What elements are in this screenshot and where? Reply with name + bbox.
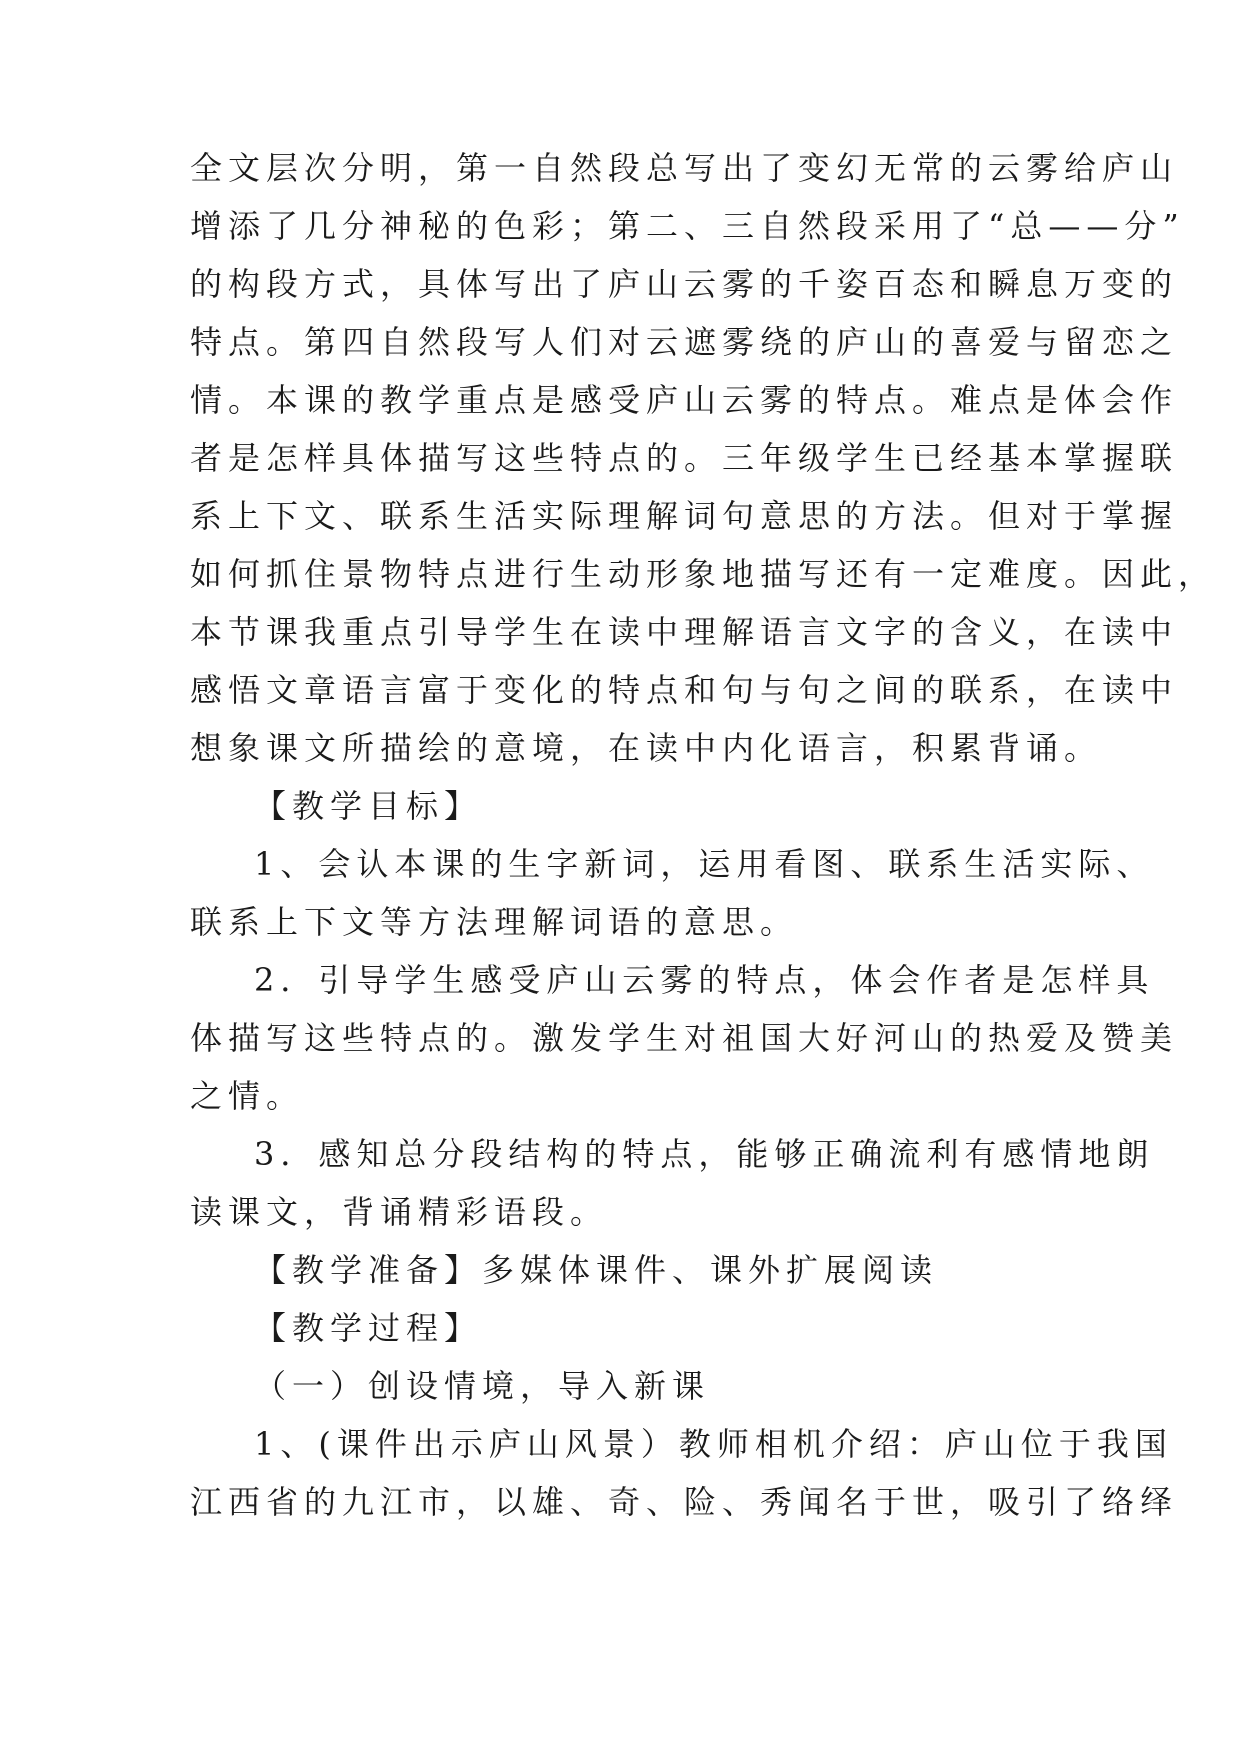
text-line: 1、(课件出示庐山风景）教师相机介绍：庐山位于我国 xyxy=(254,1425,1173,1463)
text-line: 如何抓住景物特点进行生动形象地描写还有一定难度。因此， xyxy=(190,555,1217,593)
text-line: 情。本课的教学重点是感受庐山云雾的特点。难点是体会作 xyxy=(190,381,1179,419)
preparation-line: 【教学准备】多媒体课件、课外扩展阅读 xyxy=(254,1251,939,1289)
goal-1 xyxy=(190,835,1155,951)
text-line: 增添了几分神秘的色彩；第二、三自然段采用了“总——分” xyxy=(190,207,1185,245)
step-1 xyxy=(190,1415,1179,1531)
text-line: 1、会认本课的生字新词，运用看图、联系生活实际、 xyxy=(254,845,1155,883)
goals-heading: 【教学目标】 xyxy=(254,787,483,825)
section-1-heading: （一）创设情境，导入新课 xyxy=(254,1367,711,1405)
process-heading: 【教学过程】 xyxy=(254,1309,483,1347)
goal-3 xyxy=(190,1125,1155,1241)
text-line: 想象课文所描绘的意境，在读中内化语言，积累背诵。 xyxy=(190,729,1103,767)
text-line: 2．引导学生感受庐山云雾的特点，体会作者是怎样具 xyxy=(254,961,1155,999)
text-line: 体描写这些特点的。激发学生对祖国大好河山的热爱及赞美 xyxy=(190,1019,1179,1057)
text-line: 读课文，背诵精彩语段。 xyxy=(190,1193,609,1231)
goal-2 xyxy=(190,951,1179,1125)
text-line: 3．感知总分段结构的特点，能够正确流利有感情地朗 xyxy=(254,1135,1155,1173)
text-line: 之情。 xyxy=(190,1077,305,1115)
text-line: 感悟文章语言富于变化的特点和句与句之间的联系，在读中 xyxy=(190,671,1179,709)
text-line: 江西省的九江市，以雄、奇、险、秀闻名于世，吸引了络绎 xyxy=(190,1483,1179,1521)
text-line: 系上下文、联系生活实际理解词句意思的方法。但对于掌握 xyxy=(190,497,1179,535)
text-line: 的构段方式，具体写出了庐山云雾的千姿百态和瞬息万变的 xyxy=(190,265,1179,303)
text-line: 者是怎样具体描写这些特点的。三年级学生已经基本掌握联 xyxy=(190,439,1179,477)
document-body xyxy=(190,139,1217,1531)
text-line: 联系上下文等方法理解词语的意思。 xyxy=(190,903,799,941)
text-line: 本节课我重点引导学生在读中理解语言文字的含义，在读中 xyxy=(190,613,1179,651)
text-line: 全文层次分明，第一自然段总写出了变幻无常的云雾给庐山 xyxy=(190,149,1179,187)
text-line: 特点。第四自然段写人们对云遮雾绕的庐山的喜爱与留恋之 xyxy=(190,323,1179,361)
intro-paragraph xyxy=(190,139,1217,777)
